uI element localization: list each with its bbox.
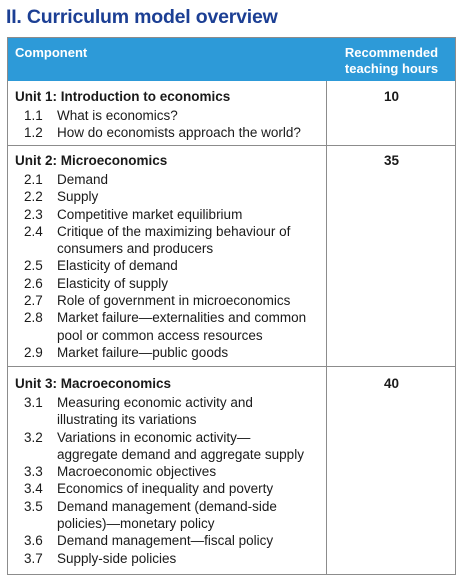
topic-line: policies)—monetary policy (57, 516, 215, 532)
topic-number: 2.7 (24, 293, 43, 309)
topic-number: 3.3 (24, 464, 43, 480)
topic-text (57, 223, 326, 258)
topic-item (8, 171, 326, 188)
topic-item (8, 480, 326, 497)
topic-number: 2.4 (24, 223, 43, 239)
topic-text (57, 309, 326, 344)
topic-number: 2.9 (24, 344, 43, 360)
header-hours: Recommended teaching hours (344, 45, 439, 76)
topic-number: 3.4 (24, 481, 43, 497)
curriculum-table (7, 37, 456, 575)
topic-text (57, 480, 326, 497)
topic-line: pool or common access resources (57, 327, 263, 343)
topic-item (8, 309, 326, 344)
topic-line: Economics of inequality and poverty (57, 481, 274, 497)
topic-number: 3.2 (24, 429, 43, 445)
topic-number: 3.7 (24, 550, 43, 566)
topic-item (8, 206, 326, 223)
topic-number: 2.5 (24, 258, 43, 274)
topic-line: What is economics? (57, 108, 178, 123)
unit-title: Unit 1: Introduction to economics (15, 89, 231, 104)
topic-text (57, 429, 326, 464)
topic-text (57, 344, 326, 361)
topic-item (8, 463, 326, 480)
topic-list (8, 171, 326, 361)
topic-line: Market failure—externalities and common (57, 310, 307, 326)
topic-item (8, 124, 326, 141)
topic-text (57, 532, 326, 549)
topic-text (57, 107, 326, 124)
unit-title: Unit 2: Microeconomics (15, 153, 168, 168)
topic-line: Macroeconomic objectives (57, 464, 217, 480)
topic-line: Demand management (demand-side (57, 498, 277, 514)
topic-text (57, 124, 326, 141)
topic-text (57, 292, 326, 309)
unit-title: Unit 3: Macroeconomics (15, 376, 172, 391)
row-divider (8, 366, 455, 367)
topic-number: 3.1 (24, 395, 43, 410)
row-divider (8, 145, 455, 146)
topic-line: aggregate demand and aggregate supply (57, 446, 304, 462)
topic-line: Competitive market equilibrium (57, 206, 243, 222)
topic-line: Elasticity of supply (57, 275, 169, 291)
topic-line: Role of government in microeconomics (57, 293, 291, 309)
page-title: II. Curriculum model overview (6, 6, 278, 28)
teaching-hours: 10 (383, 89, 400, 104)
topic-line: Critique of the maximizing behaviour of (57, 223, 291, 239)
topic-item (8, 344, 326, 361)
topic-line: Supply-side policies (57, 550, 177, 566)
topic-item (8, 532, 326, 549)
topic-line: Demand management—fiscal policy (57, 533, 274, 549)
topic-text (57, 171, 326, 188)
topic-text (57, 394, 326, 429)
topic-text (57, 275, 326, 292)
topic-line: Variations in economic activity— (57, 429, 251, 445)
topic-line: Demand (57, 172, 109, 187)
topic-line: consumers and producers (57, 241, 214, 257)
topic-item (8, 188, 326, 205)
topic-item (8, 498, 326, 533)
topic-number: 3.5 (24, 498, 43, 514)
topic-text (57, 550, 326, 567)
topic-line: Measuring economic activity and (57, 395, 253, 410)
teaching-hours: 35 (383, 153, 400, 168)
topic-number: 3.6 (24, 533, 43, 549)
topic-number: 2.8 (24, 310, 43, 326)
header-component: Component (15, 45, 88, 60)
topic-number: 2.3 (24, 206, 43, 222)
table-header (8, 38, 455, 81)
topic-item (8, 550, 326, 567)
topic-item (8, 275, 326, 292)
topic-item (8, 429, 326, 464)
topic-number: 2.2 (24, 189, 43, 205)
topic-number: 1.2 (24, 125, 43, 141)
topic-text (57, 206, 326, 223)
topic-number: 2.6 (24, 275, 43, 291)
topic-item (8, 292, 326, 309)
column-divider (326, 81, 327, 574)
topic-number: 2.1 (24, 172, 43, 187)
topic-item (8, 394, 326, 429)
topic-text (57, 498, 326, 533)
topic-line: Market failure—public goods (57, 344, 229, 360)
topic-list (8, 394, 326, 567)
topic-item (8, 257, 326, 274)
topic-text (57, 257, 326, 274)
topic-text (57, 463, 326, 480)
topic-line: How do economists approach the world? (57, 125, 301, 141)
topic-line: Elasticity of demand (57, 258, 178, 274)
topic-line: illustrating its variations (57, 412, 197, 428)
topic-line: Supply (57, 189, 99, 205)
topic-number: 1.1 (24, 108, 43, 123)
topic-text (57, 188, 326, 205)
topic-list (8, 107, 326, 142)
teaching-hours: 40 (383, 376, 400, 391)
topic-item (8, 223, 326, 258)
topic-item (8, 107, 326, 124)
